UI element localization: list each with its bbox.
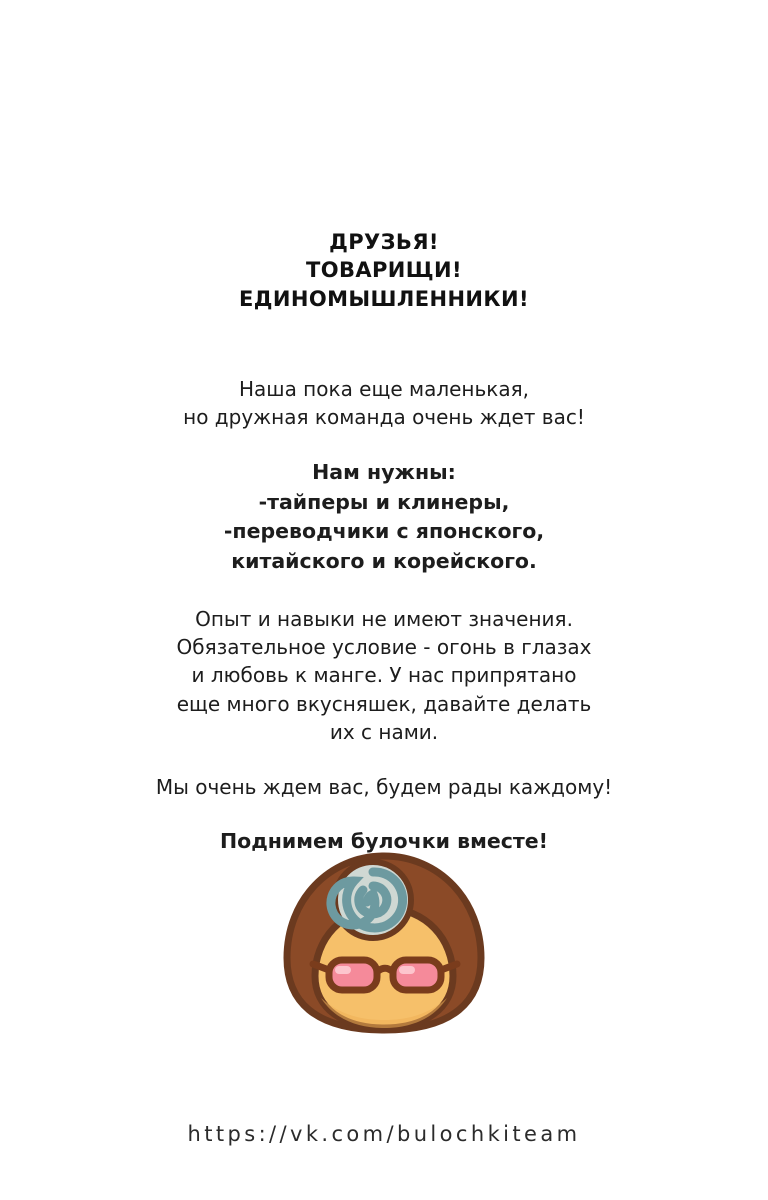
footer-url[interactable]: https://vk.com/bulochkiteam: [187, 1122, 581, 1146]
intro-line-2: но дружная команда очень ждет вас!: [183, 405, 585, 430]
needs-item-2: -переводчики с японского,: [223, 519, 545, 544]
intro-line-1: Наша пока еще маленькая,: [238, 377, 530, 402]
needs-title: Нам нужны:: [312, 459, 456, 484]
bun-character-icon: [269, 848, 499, 1048]
needs-paragraph: [224, 458, 544, 577]
experience-paragraph: [177, 605, 592, 747]
intro-paragraph: [183, 375, 585, 432]
experience-line-4: еще много вкусняшек, давайте делать: [176, 691, 592, 716]
mascot-illustration-wrapper: [0, 848, 768, 1048]
final-line-1: Поднимем булочки вместе!: [219, 829, 549, 854]
waiting-paragraph: [156, 773, 612, 801]
experience-line-5: их с нами.: [329, 720, 439, 745]
needs-item-1: -тайперы и клинеры,: [258, 489, 510, 514]
headline-line-1: ДРУЗЬЯ!: [329, 230, 439, 254]
waiting-line-1: Мы очень ждем вас, будем рады каждому!: [155, 774, 613, 799]
experience-line-3: и любовь к манге. У нас припрятано: [191, 663, 577, 688]
experience-line-1: Опыт и навыки не имеют значения.: [195, 606, 573, 631]
headline-block: [239, 228, 529, 313]
headline-line-3: ЕДИНОМЫШЛЕННИКИ!: [239, 286, 529, 311]
needs-item-3: китайского и корейского.: [231, 548, 537, 573]
headline-line-2: ТОВАРИЩИ!: [305, 258, 462, 283]
experience-line-2: Обязательное условие - огонь в глазах: [176, 635, 592, 660]
